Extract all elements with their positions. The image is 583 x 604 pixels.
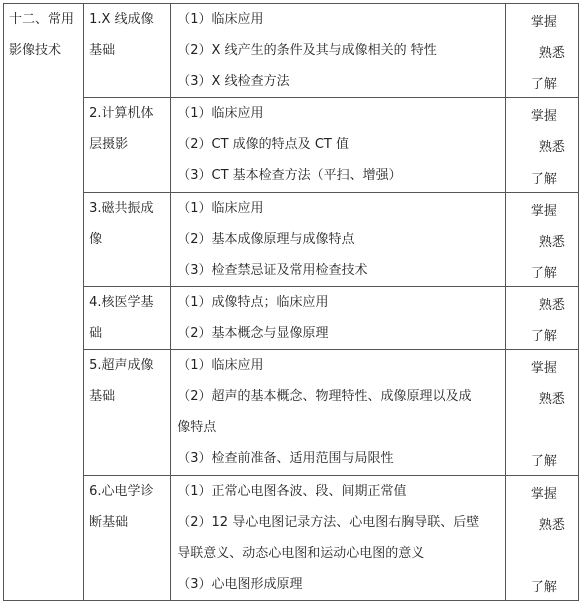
content-cell <box>171 476 506 601</box>
list-item: 像特点 <box>177 420 217 435</box>
content-cell <box>171 98 506 193</box>
topic-line: 6.心电学诊 <box>89 484 154 499</box>
list-item: （2）基本成像原理与成像特点 <box>177 232 355 247</box>
table-row <box>4 193 579 287</box>
topic-cell <box>84 193 171 287</box>
subject-line: 十二、常用 <box>9 12 75 27</box>
level-label: 掌握 <box>530 361 557 376</box>
topic-cell <box>84 4 171 98</box>
content-cell <box>171 287 506 350</box>
topic-line: 础 <box>89 326 103 341</box>
list-item: （1）正常心电图各波、段、间期正常值 <box>177 484 407 499</box>
list-item: （1）临床应用 <box>177 358 264 373</box>
list-item: （1）成像特点；临床应用 <box>177 295 329 310</box>
topic-line: 3.磁共振成 <box>89 201 154 216</box>
table-row <box>4 476 579 601</box>
level-label: 掌握 <box>530 15 557 30</box>
level-label: 了解 <box>530 454 557 469</box>
level-cell <box>505 98 578 193</box>
content-cell <box>171 193 506 287</box>
level-label: 熟悉 <box>538 298 565 313</box>
list-item: （3）检查前准备、适用范围与局限性 <box>177 451 394 466</box>
table-row <box>4 4 579 98</box>
list-item: （3）CT 基本检查方法（平扫、增强） <box>177 168 402 183</box>
level-label: 掌握 <box>530 487 557 502</box>
topic-cell <box>84 287 171 350</box>
level-cell <box>505 350 578 476</box>
syllabus-table <box>3 3 579 601</box>
subject-cell <box>4 4 84 601</box>
topic-line: 1.X 线成像 <box>89 12 154 27</box>
level-label: 熟悉 <box>538 46 565 61</box>
subject-line: 影像技术 <box>9 43 62 58</box>
list-item: （2）CT 成像的特点及 CT 值 <box>177 137 349 152</box>
level-label: 熟悉 <box>538 392 565 407</box>
content-cell <box>171 4 506 98</box>
list-item: （3）X 线检查方法 <box>177 74 290 89</box>
topic-line: 层摄影 <box>89 137 129 152</box>
list-item: （2）12 导心电图记录方法、心电图右胸导联、后壁 <box>177 515 480 530</box>
topic-line: 断基础 <box>89 515 129 530</box>
level-cell <box>505 4 578 98</box>
list-item: 导联意义、动态心电图和运动心电图的意义 <box>177 546 425 561</box>
list-item: （3）检查禁忌证及常用检查技术 <box>177 263 368 278</box>
level-label: 了解 <box>530 172 557 187</box>
list-item: （1）临床应用 <box>177 201 264 216</box>
level-cell <box>505 476 578 601</box>
table-row <box>4 350 579 476</box>
topic-line: 4.核医学基 <box>89 295 154 310</box>
level-label: 熟悉 <box>538 518 565 533</box>
topic-line: 基础 <box>89 43 116 58</box>
topic-line: 2.计算机体 <box>89 106 154 121</box>
level-label: 了解 <box>530 77 557 92</box>
topic-cell <box>84 98 171 193</box>
topic-line: 像 <box>89 232 103 247</box>
list-item: （3）心电图形成原理 <box>177 577 303 592</box>
level-label: 熟悉 <box>538 140 565 155</box>
level-label: 了解 <box>530 580 557 595</box>
topic-line: 基础 <box>89 389 116 404</box>
level-cell <box>505 193 578 287</box>
list-item: （2）超声的基本概念、物理特性、成像原理以及成 <box>177 389 472 404</box>
level-label: 掌握 <box>530 109 557 124</box>
topic-cell <box>84 476 171 601</box>
topic-line: 5.超声成像 <box>89 358 154 373</box>
level-label: 熟悉 <box>538 235 565 250</box>
table-row <box>4 98 579 193</box>
list-item: （2）基本概念与显像原理 <box>177 326 329 341</box>
topic-cell <box>84 350 171 476</box>
level-label: 了解 <box>530 266 557 281</box>
level-label: 了解 <box>530 329 557 344</box>
list-item: （1）临床应用 <box>177 12 264 27</box>
content-cell <box>171 350 506 476</box>
list-item: （2）X 线产生的条件及其与成像相关的 特性 <box>177 43 437 58</box>
table-row <box>4 287 579 350</box>
level-cell <box>505 287 578 350</box>
level-label: 掌握 <box>530 204 557 219</box>
list-item: （1）临床应用 <box>177 106 264 121</box>
